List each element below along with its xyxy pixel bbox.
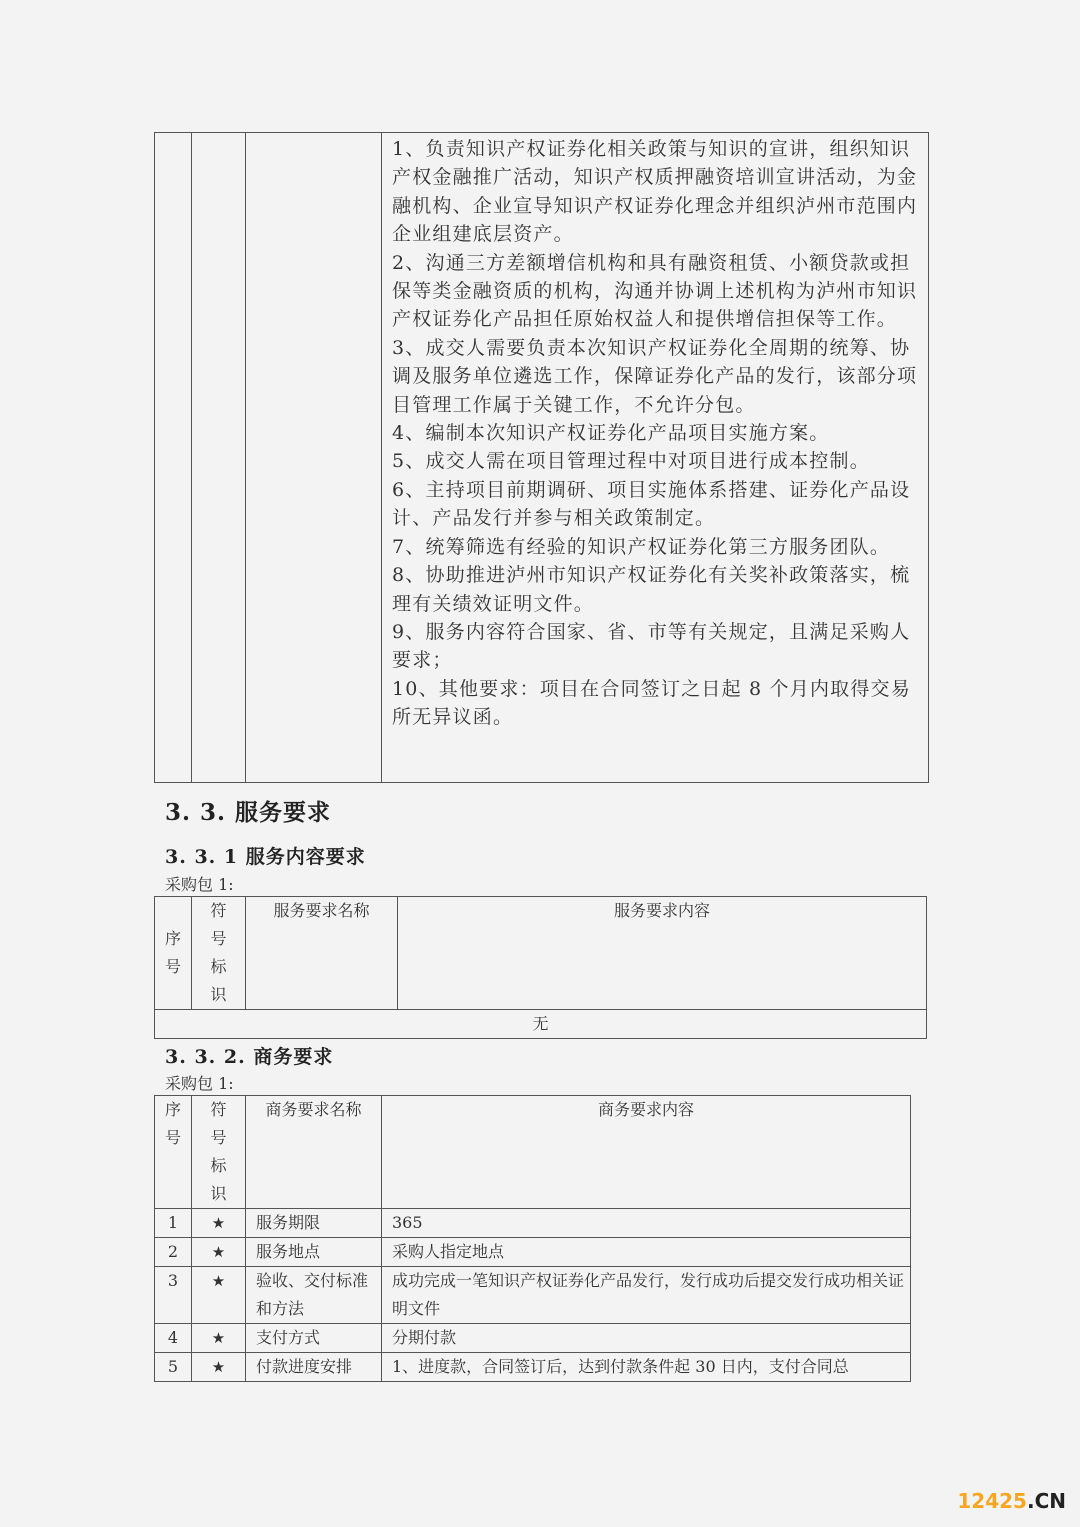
- table-cell-empty: [155, 133, 192, 783]
- table-cell-empty: [246, 133, 382, 783]
- empty-row: 无: [155, 1010, 927, 1039]
- header-cell-content: 商务要求内容: [382, 1096, 911, 1209]
- package-label: 采购包 1:: [165, 1074, 234, 1093]
- business-requirements-table: [154, 1095, 911, 1382]
- table-row: [155, 1209, 911, 1238]
- header-cell-name: 商务要求名称: [246, 1096, 382, 1209]
- site-watermark-logo: 12425.CN: [957, 1489, 1066, 1513]
- requirement-item: 8、协助推进泸州市知识产权证券化有关奖补政策落实，梳理有关绩效证明文件。: [392, 564, 911, 615]
- header-cell-mark: 符号标识: [192, 1096, 246, 1209]
- subsection-heading-business: 3. 3. 2. 商务要求: [165, 1046, 334, 1068]
- star-icon: ★: [192, 1238, 246, 1267]
- row-no: 4: [155, 1324, 192, 1353]
- row-name: 验收、交付标准和方法: [246, 1267, 382, 1324]
- package-label: 采购包 1:: [165, 875, 234, 894]
- row-no: 1: [155, 1209, 192, 1238]
- section-heading: 3. 3. 服务要求: [165, 799, 332, 826]
- star-icon: ★: [192, 1209, 246, 1238]
- table-row: [155, 1324, 911, 1353]
- requirement-item: 1、负责知识产权证券化相关政策与知识的宣讲，组织知识产权金融推广活动，知识产权质押融资培训宣讲活动，为金融机构、企业宣导知识产权证券化理念并组织泸州市范围内企业组建底层资产。: [392, 138, 918, 246]
- table-cell-empty: [192, 133, 246, 783]
- star-icon: ★: [192, 1324, 246, 1353]
- row-no: 2: [155, 1238, 192, 1267]
- requirement-item: 4、编制本次知识产权证券化产品项目实施方案。: [392, 422, 830, 445]
- header-cell-mark: 符号标识: [192, 897, 246, 1010]
- header-cell-name: 服务要求名称: [246, 897, 398, 1010]
- table-row: [155, 1353, 911, 1382]
- continued-requirements-table: [154, 132, 929, 783]
- service-content-table: [154, 896, 927, 1039]
- row-name: 服务地点: [246, 1238, 382, 1267]
- row-name: 服务期限: [246, 1209, 382, 1238]
- row-no: 3: [155, 1267, 192, 1324]
- star-icon: ★: [192, 1353, 246, 1382]
- table-row: [155, 1267, 911, 1324]
- requirement-item: 10、其他要求：项目在合同签订之日起 8 个月内取得交易所无异议函。: [392, 677, 911, 729]
- header-cell-content: 服务要求内容: [398, 897, 927, 1010]
- row-content: 365: [382, 1209, 911, 1238]
- requirement-item: 7、统筹筛选有经验的知识产权证券化第三方服务团队。: [392, 535, 891, 558]
- row-no: 5: [155, 1353, 192, 1382]
- requirement-item: 3、成交人需要负责本次知识产权证券化全周期的统筹、协调及服务单位遴选工作，保障证券化产品的发行，该部分项目管理工作属于关键工作，不允许分包。: [392, 336, 918, 416]
- requirement-item: 5、成交人需在项目管理过程中对项目进行成本控制。: [392, 450, 870, 473]
- table-row: [155, 1238, 911, 1267]
- requirement-item: 2、沟通三方差额增信机构和具有融资租赁、小额贷款或担保等类金融资质的机构，沟通并协调上述机构为泸州市知识产权证券化产品担任原始权益人和提供增信担保等工作。: [392, 251, 918, 331]
- row-name: 付款进度安排: [246, 1353, 382, 1382]
- row-content: 成功完成一笔知识产权证券化产品发行，发行成功后提交发行成功相关证明文件: [382, 1267, 911, 1324]
- requirements-content-cell: [382, 133, 929, 783]
- row-content: 采购人指定地点: [382, 1238, 911, 1267]
- header-cell-no: 序号: [155, 1096, 192, 1209]
- subsection-heading-service-content: 3. 3. 1 服务内容要求: [165, 846, 366, 868]
- row-name: 支付方式: [246, 1324, 382, 1353]
- header-cell-no: 序号: [155, 897, 192, 1010]
- star-icon: ★: [192, 1267, 246, 1324]
- requirement-item: 9、服务内容符合国家、省、市等有关规定，且满足采购人要求；: [392, 620, 911, 672]
- row-content: 分期付款: [382, 1324, 911, 1353]
- requirement-item: 6、主持项目前期调研、项目实施体系搭建、证券化产品设计、产品发行并参与相关政策制定。: [392, 478, 911, 530]
- row-content: 1、进度款，合同签订后，达到付款条件起 30 日内，支付合同总: [382, 1353, 911, 1382]
